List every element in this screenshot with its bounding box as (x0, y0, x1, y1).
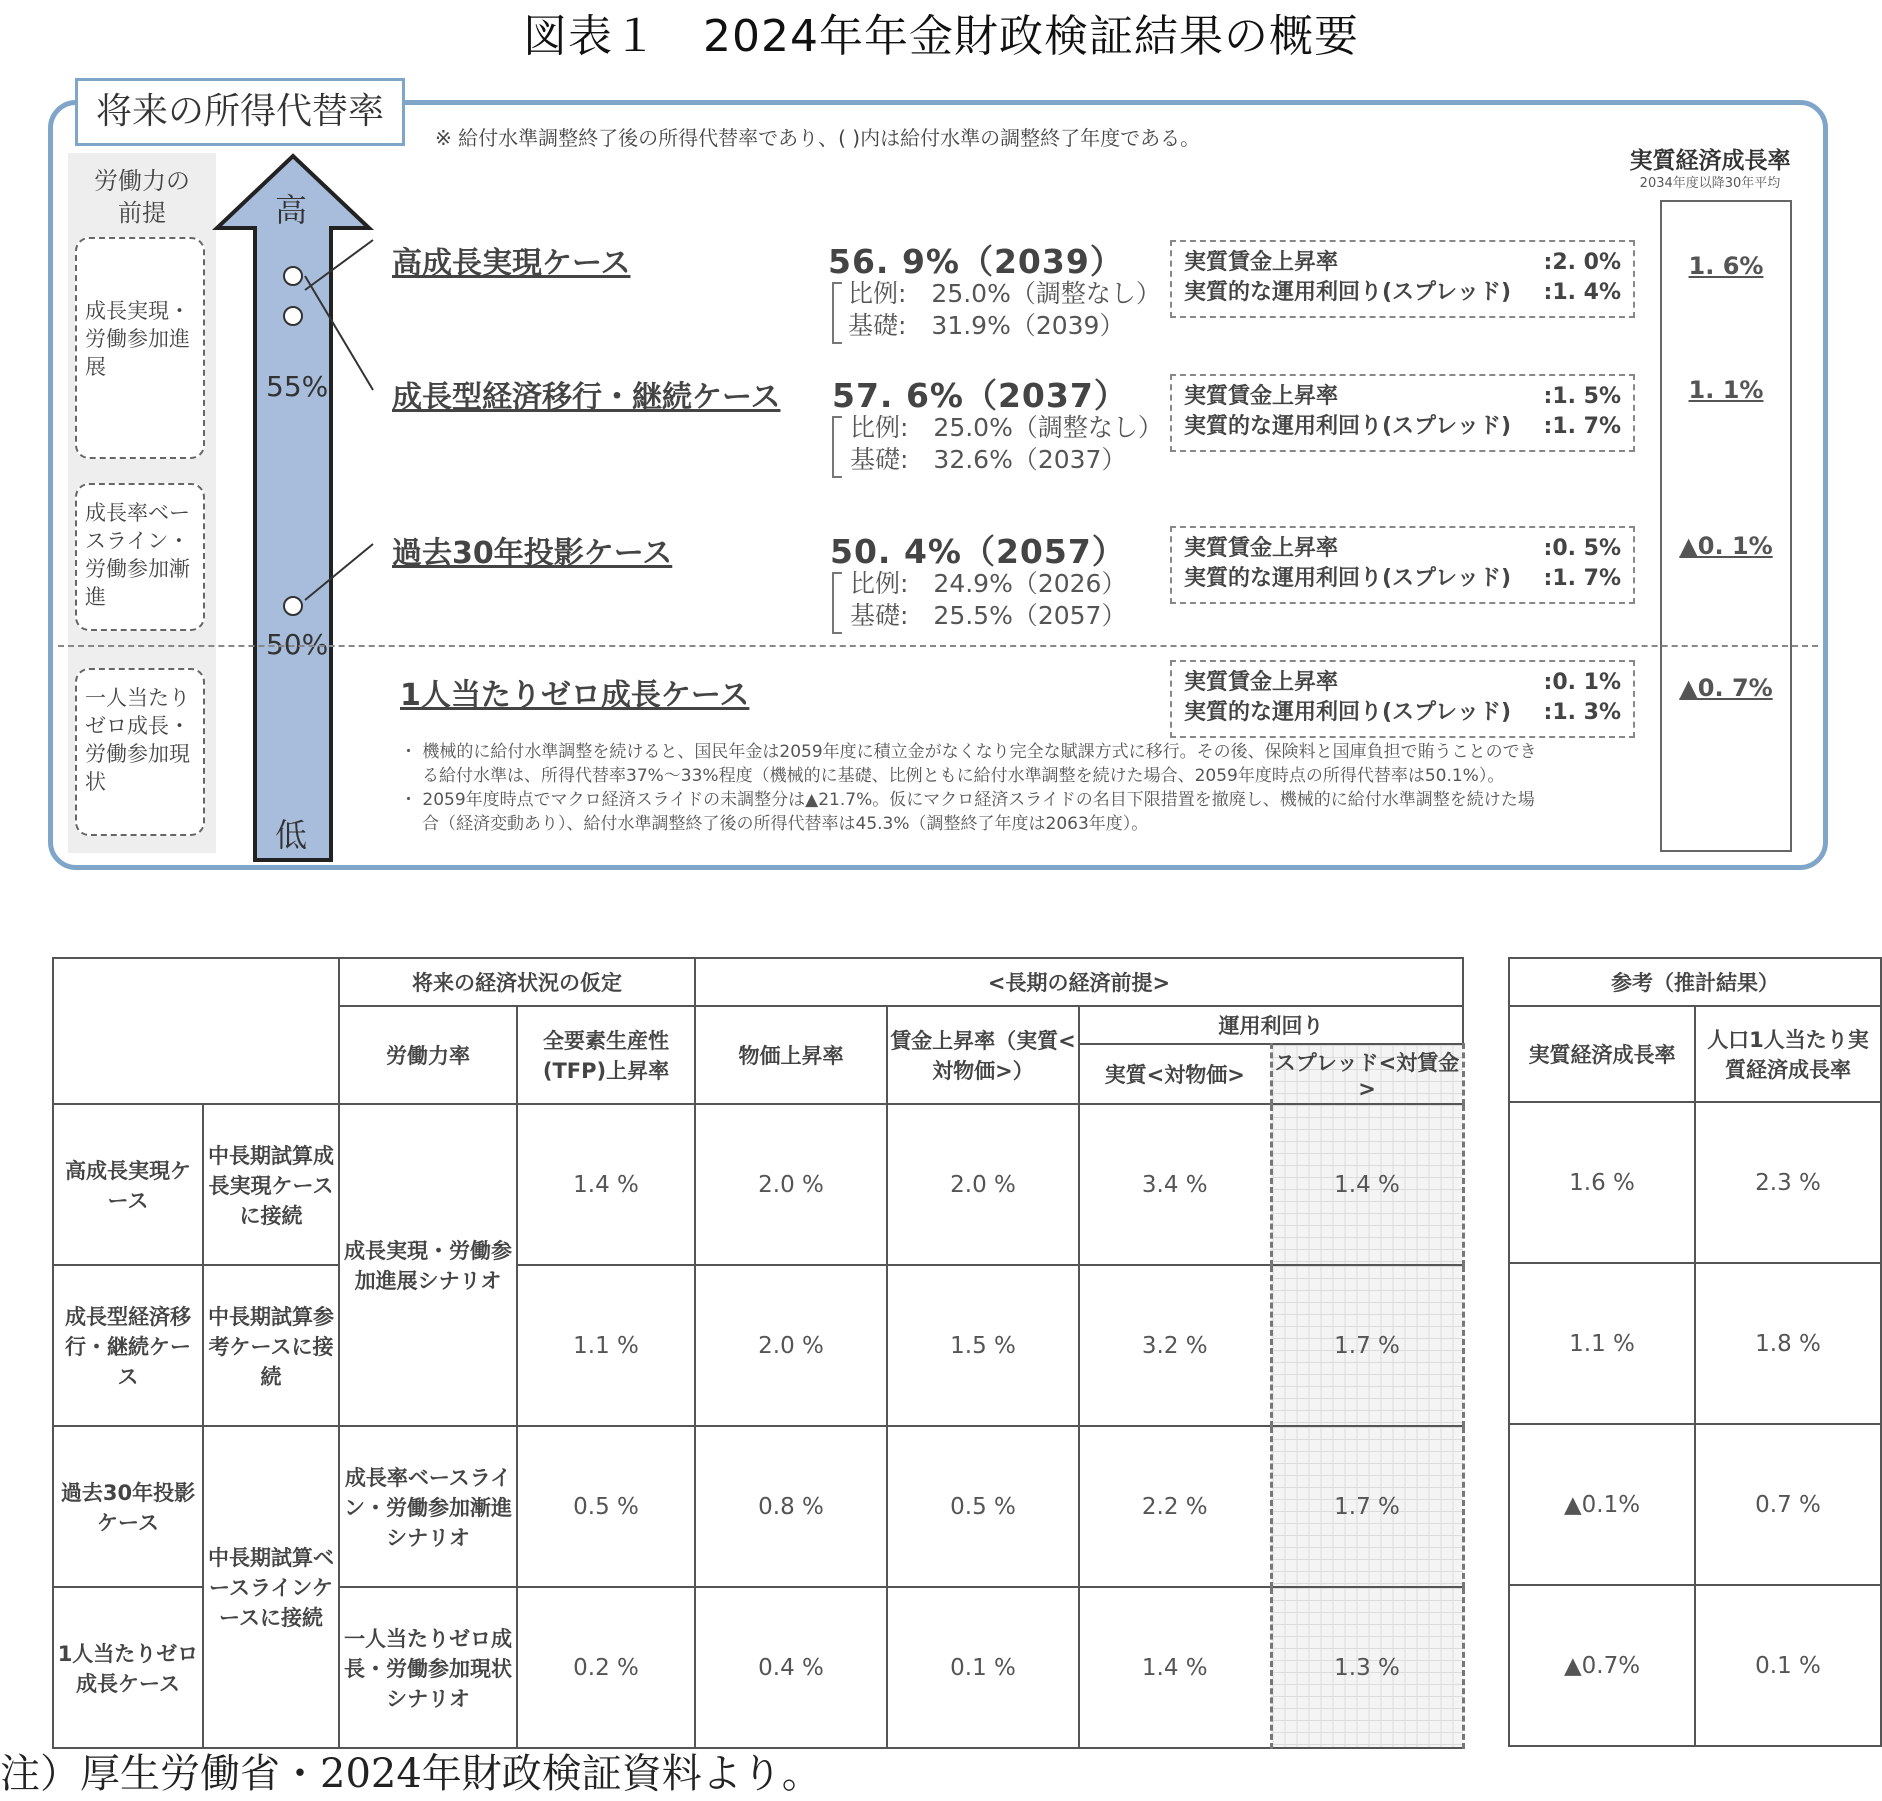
tfp-cell: 1.1 % (517, 1265, 695, 1426)
assumption-box: 実質賃金上昇率 :1. 5% 実質的な運用利回り(スプレッド) :1. 7% (1170, 374, 1635, 452)
header-wage: 賃金上昇率（実質<対物価>） (887, 1006, 1079, 1104)
gdp-column (1660, 200, 1792, 852)
table-row (1509, 1102, 1881, 1263)
rate-breakdown: 比例: 24.9%（2026） 基礎: 25.5%（2057） (850, 569, 1127, 630)
assumption-box: 実質賃金上昇率 :0. 1% 実質的な運用利回り(スプレッド) :1. 3% (1170, 660, 1635, 738)
case-name: 成長型経済移行・継続ケース (392, 380, 781, 415)
ref-percap-cell: 1.8 % (1695, 1263, 1881, 1424)
note-item: ・ 2059年度時点でマクロ経済スライドの未調整分は▲21.7%。仮にマクロ経済スライドの名目下限措置を撤廃し、機械的に給付水準調整を続けた場合（経済変動あり）、給付水準調整終了後の所得代替率は45.3%（調整終了年度は2063年度）。 (400, 790, 1535, 834)
spread-cell: 1.3 % (1271, 1587, 1463, 1748)
case-name: 過去30年投影ケース (392, 536, 673, 571)
real-cell: 3.4 % (1079, 1104, 1271, 1265)
header-spread: スプレッド<対賃金> (1271, 1044, 1463, 1104)
replacement-rate: 50. 4%（2057） (830, 532, 1126, 571)
wage-cell: 0.5 % (887, 1426, 1079, 1587)
ref-percap-cell: 0.1 % (1695, 1585, 1881, 1746)
table-row (53, 1426, 1463, 1587)
price-cell: 0.8 % (695, 1426, 887, 1587)
ref-percap-cell: 0.7 % (1695, 1424, 1881, 1585)
real-cell: 1.4 % (1079, 1587, 1271, 1748)
gdp-header: 実質経済成長率 (1629, 148, 1791, 174)
labor-category: 成長実現・労働参加進展 (75, 237, 205, 459)
table-row (53, 1265, 1463, 1426)
figure-title: 図表１ 2024年年金財政検証結果の概要 (523, 11, 1359, 62)
case-cell: 過去30年投影ケース (53, 1426, 203, 1587)
price-cell: 0.4 % (695, 1587, 887, 1748)
divider (58, 645, 1818, 647)
labor-header: 労働力の前提 (94, 167, 190, 227)
header-yield: 運用利回り (1079, 1006, 1463, 1044)
replacement-rate: 57. 6%（2037） (832, 376, 1128, 415)
case-cell: 1人当たりゼロ成長ケース (53, 1587, 203, 1748)
note-item: ・ 機械的に給付水準調整を続けると、国民年金は2059年度に積立金がなくなり完全な賦課方式に移行。その後、保険料と国庫負担で賄うことのできる給付水準は、所得代替率37%～33%程度（機械的に基礎、比例ともに給付水準調整を続けた場合、2059年度時点の所得代替率は50.1%）。 (400, 742, 1537, 786)
ref-gdp-cell: ▲0.1% (1509, 1424, 1695, 1585)
arrow-high-label: 高 (275, 191, 308, 229)
spread-cell: 1.7 % (1271, 1426, 1463, 1587)
ref-gdp-cell: ▲0.7% (1509, 1585, 1695, 1746)
header-price: 物価上昇率 (695, 1006, 887, 1104)
price-cell: 2.0 % (695, 1265, 887, 1426)
ref-percap-cell: 2.3 % (1695, 1102, 1881, 1263)
gdp-value: 1. 6% (1688, 252, 1764, 280)
labor-cell: 一人当たりゼロ成長・労働参加現状シナリオ (339, 1587, 517, 1748)
price-cell: 2.0 % (695, 1104, 887, 1265)
header-tfp: 全要素生産性(TFP)上昇率 (517, 1006, 695, 1104)
ref-header-gdp: 実質経済成長率 (1509, 1006, 1695, 1102)
table-row (53, 1104, 1463, 1265)
arrow-low-label: 低 (275, 816, 308, 854)
wage-cell: 2.0 % (887, 1104, 1079, 1265)
rate-breakdown: 比例: 25.0%（調整なし） 基礎: 31.9%（2039） (848, 279, 1161, 340)
gdp-value: ▲0. 1% (1679, 532, 1773, 560)
assumption-box: 実質賃金上昇率 :0. 5% 実質的な運用利回り(スプレッド) :1. 7% (1170, 526, 1635, 604)
footnote: 注）厚生労働省・2024年財政検証資料より。 (0, 1751, 822, 1797)
ref-gdp-cell: 1.6 % (1509, 1102, 1695, 1263)
brace (832, 416, 842, 478)
gdp-subheader: 2034年度以降30年平均 (1639, 176, 1781, 191)
ref-header: 参考（推計結果） (1509, 958, 1881, 1006)
case-cell: 成長型経済移行・継続ケース (53, 1265, 203, 1426)
arrow-55-label: 55% (266, 370, 329, 403)
labor-cell: 成長率ベースライン・労働参加漸進シナリオ (339, 1426, 517, 1587)
header-real: 実質<対物価> (1079, 1044, 1271, 1104)
spread-cell: 1.7 % (1271, 1265, 1463, 1426)
arrow-50-label: 50% (266, 628, 329, 661)
table-row (1509, 1424, 1881, 1585)
gdp-value: 1. 1% (1688, 376, 1764, 404)
panel-label: 将来の所得代替率 (75, 78, 405, 146)
case-name: 1人当たりゼロ成長ケース (400, 678, 750, 713)
case-name: 高成長実現ケース (392, 246, 631, 281)
labor-cell: 成長実現・労働参加進展シナリオ (339, 1104, 517, 1426)
replacement-rate-arrow (205, 150, 405, 870)
tfp-cell: 0.5 % (517, 1426, 695, 1587)
assumption-box: 実質賃金上昇率 :2. 0% 実質的な運用利回り(スプレッド) :1. 4% (1170, 240, 1635, 318)
header-labor: 労働力率 (339, 1006, 517, 1104)
case-cell: 高成長実現ケース (53, 1104, 203, 1265)
link-cell: 中長期試算成長実現ケースに接続 (203, 1104, 339, 1265)
gdp-value: ▲0. 7% (1679, 674, 1773, 702)
link-cell: 中長期試算ベースラインケースに接続 (203, 1426, 339, 1748)
ref-header-percap: 人口1人当たり実質経済成長率 (1695, 1006, 1881, 1102)
real-cell: 2.2 % (1079, 1426, 1271, 1587)
header-long-term: <長期の経済前提> (695, 958, 1463, 1006)
notes-list (400, 740, 1550, 836)
replacement-rate: 56. 9%（2039） (828, 242, 1124, 281)
tfp-cell: 1.4 % (517, 1104, 695, 1265)
table-row (1509, 1585, 1881, 1746)
spread-cell: 1.4 % (1271, 1104, 1463, 1265)
brace (832, 572, 842, 634)
labor-category: 成長率ベースライン・労働参加漸進 (75, 483, 205, 631)
wage-cell: 0.1 % (887, 1587, 1079, 1748)
labor-category: 一人当たりゼロ成長・労働参加現状 (75, 668, 205, 836)
tfp-cell: 0.2 % (517, 1587, 695, 1748)
reference-table (1508, 957, 1882, 1747)
wage-cell: 1.5 % (887, 1265, 1079, 1426)
corner-cell (53, 958, 339, 1104)
table-row (1509, 1263, 1881, 1424)
economic-assumptions-table (52, 957, 1465, 1749)
rate-breakdown: 比例: 25.0%（調整なし） 基礎: 32.6%（2037） (850, 413, 1163, 474)
real-cell: 3.2 % (1079, 1265, 1271, 1426)
ref-gdp-cell: 1.1 % (1509, 1263, 1695, 1424)
header-assumption: 将来の経済状況の仮定 (339, 958, 695, 1006)
panel-note: ※ 給付水準調整終了後の所得代替率であり、( )内は給付水準の調整終了年度である。 (435, 126, 1201, 150)
link-cell: 中長期試算参考ケースに接続 (203, 1265, 339, 1426)
brace (832, 282, 842, 344)
